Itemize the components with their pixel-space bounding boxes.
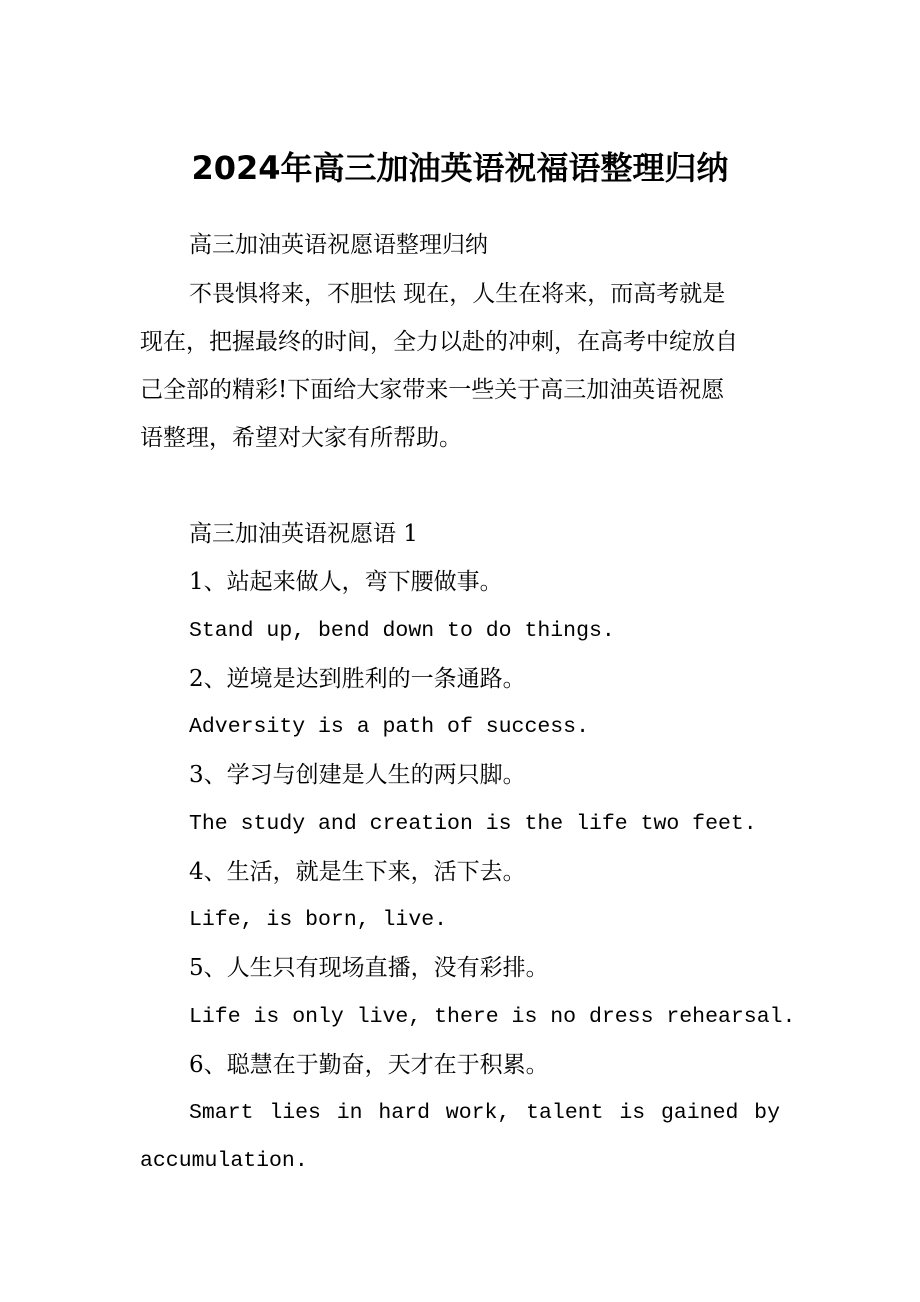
intro-line-3: 己全部的精彩!下面给大家带来一些关于高三加油英语祝愿 [140, 377, 725, 403]
item-3-english: The study and creation is the life two feet. [189, 812, 757, 836]
item-5-chinese: 5、人生只有现场直播，没有彩排。 [189, 955, 549, 981]
item-2-chinese: 2、逆境是达到胜利的一条通路。 [189, 666, 526, 692]
subtitle: 高三加油英语祝愿语整理归纳 [189, 232, 488, 258]
intro-line-1: 不畏惧将来，不胆怯 现在，人生在将来，而高考就是 [189, 281, 726, 307]
item-2-english: Adversity is a path of success. [189, 715, 589, 739]
item-6-english-continued: accumulation. [140, 1149, 308, 1173]
item-3-chinese: 3、学习与创建是人生的两只脚。 [189, 762, 526, 788]
item-6-chinese: 6、聪慧在于勤奋，天才在于积累。 [189, 1052, 549, 1078]
document-title: 2024年高三加油英语祝福语整理归纳 [191, 149, 729, 187]
item-5-english: Life is only live, there is no dress rehearsal. [189, 1005, 796, 1029]
intro-line-4: 语整理，希望对大家有所帮助。 [140, 425, 462, 451]
item-4-english: Life, is born, live. [189, 908, 448, 932]
section-heading: 高三加油英语祝愿语 1 [189, 521, 418, 547]
item-1-english: Stand up, bend down to do things. [189, 619, 615, 643]
intro-line-2: 现在，把握最终的时间，全力以赴的冲刺，在高考中绽放自 [140, 329, 738, 355]
item-1-chinese: 1、站起来做人，弯下腰做事。 [189, 569, 503, 595]
item-4-chinese: 4、生活，就是生下来，活下去。 [189, 859, 526, 885]
item-6-english: Smart lies in hard work, talent is gained by [189, 1101, 780, 1125]
